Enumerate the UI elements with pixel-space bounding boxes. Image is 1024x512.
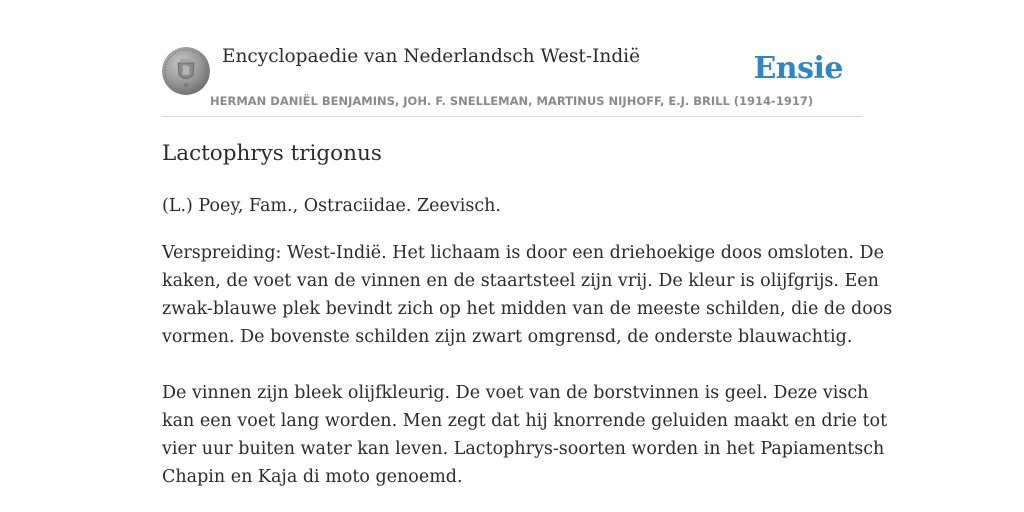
paragraph-line: vier uur buiten water kan leven. Lactophrys-soorten worden in het Papiamentsch (162, 439, 885, 459)
paragraph-line: Verspreiding: West-Indië. Het lichaam is door een driehoekige doos omsloten. De (162, 243, 884, 263)
article-subtitle: (L.) Poey, Fam., Ostraciidae. Zeevisch. (162, 196, 501, 216)
paragraph-line: zwak-blauwe plek bevindt zich op het midden van de meeste schilden, die de doos (162, 299, 893, 319)
article-paragraph-2 (162, 379, 888, 491)
article (162, 139, 893, 491)
paragraph-line: De vinnen zijn bleek olijfkleurig. De voet van de borstvinnen is geel. Deze visch (162, 383, 869, 403)
header (162, 38, 862, 117)
article-paragraph-1 (162, 239, 893, 351)
ensie-logo[interactable]: Ensie (753, 51, 843, 86)
paragraph-line: kan een voet lang worden. Men zegt dat hij knorrende geluiden maakt en drie tot (162, 411, 888, 431)
book-title[interactable]: Encyclopaedie van Nederlandsch West-Indië (222, 46, 641, 67)
page-title: Lactophrys trigonus (162, 141, 382, 166)
paragraph-line: vormen. De bovenste schilden zijn zwart omgrensd, de onderste blauwachtig. (162, 327, 853, 347)
paragraph-line: Chapin en Kaja di moto genoemd. (162, 467, 463, 487)
coin-seal-icon[interactable] (162, 47, 210, 95)
authors-line: HERMAN DANIËL BENJAMINS, JOH. F. SNELLEMAN, MARTINUS NIJHOFF, E.J. BRILL (1914-1917) (210, 94, 814, 108)
paragraph-line: kaken, de voet van de vinnen en de staartsteel zijn vrij. De kleur is olijfgrijs. Een (162, 271, 879, 291)
